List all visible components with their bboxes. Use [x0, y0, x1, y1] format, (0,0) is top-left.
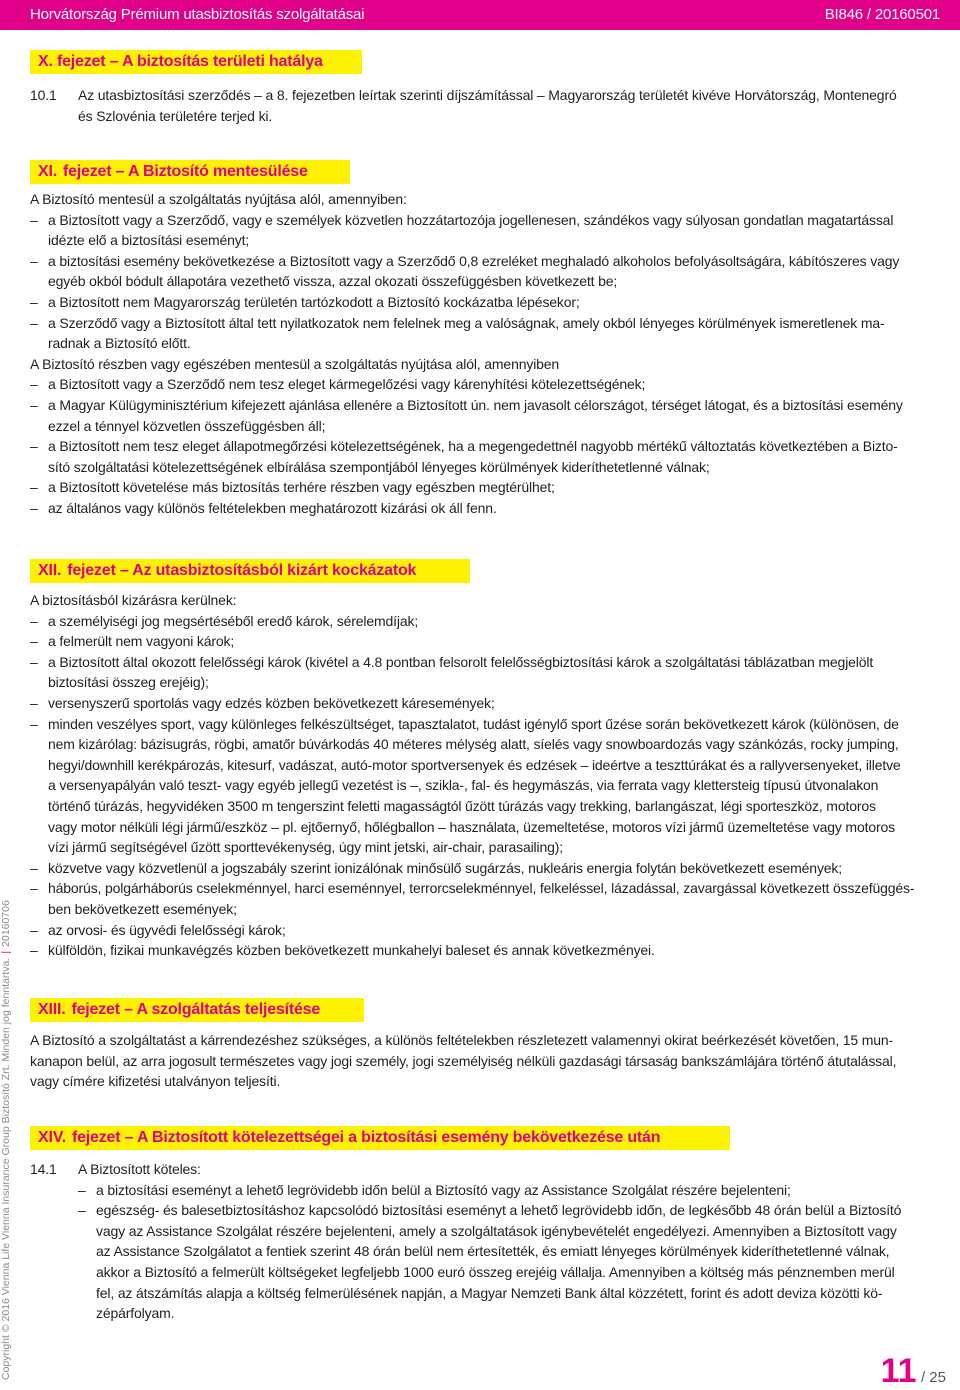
- line-text: vízi jármű segítségével űzött sporttevékenység, úgy mint jetski, air-chair, parasailing);: [48, 839, 563, 856]
- list-item: [30, 210, 945, 231]
- line-text: a Szerződő vagy a Biztosított által tett nyilatkozatok nem felelnek meg a valóságnak, amely okból lényeges körülmények ismeretlenek ma-: [48, 314, 885, 331]
- list-item: [30, 920, 945, 941]
- line-text: akkor a Biztosító a felmerült költségeket legfeljebb 1000 euró összeg erejéig vállalja. Amennyiben a költség más pénznemben merül: [96, 1263, 895, 1280]
- line-text: A Biztosító mentesül a szolgáltatás nyújtása alól, amennyiben:: [30, 191, 407, 207]
- list-item: [30, 858, 945, 879]
- section-x-num: 10.1: [30, 87, 57, 103]
- line-text: háborús, polgárháborús cselekménnyel, harci eseménnyel, terrorcselekménnyel, felkeléssel, lázadással, zavargással következett összefüggés-: [48, 880, 915, 897]
- line-text: minden veszélyes sport, vagy különleges felkészültséget, tapasztalatot, tudást igénylő sport űzése során bekövetkezett károk (különösen, de: [48, 715, 899, 732]
- line-text: a felmerült nem vagyoni károk;: [48, 633, 235, 650]
- line-text: a személyiségi jog megsértéséből eredő károk, sérelemdíjak;: [48, 612, 419, 629]
- paragraph-line: [30, 672, 945, 693]
- list-dash: –: [30, 653, 38, 670]
- list-dash: –: [78, 1181, 86, 1198]
- line-text: fel, az átszámítás alapja a költség felmerülésének napján, a Magyar Nemzeti Bank által közzétett, forint és adott deviza közötti kö-: [96, 1284, 883, 1301]
- list-dash: –: [78, 1202, 86, 1219]
- section-xiii-title: [30, 998, 364, 1022]
- list-item: [30, 652, 945, 673]
- paragraph-line: [30, 271, 945, 292]
- line-text: az orvosi- és ügyvédi felelősségi károk;: [48, 921, 286, 938]
- paragraph-line: [30, 837, 945, 858]
- paragraph-line: [78, 1221, 945, 1242]
- paragraph-line: [30, 817, 945, 838]
- line-text: a versenyapályán való teszt- vagy egyéb jellegű vezetést is –, szikla-, fal- és hegymászás, via ferrata vagy klettersteig típusú útvonalakon: [48, 777, 879, 794]
- list-dash: –: [30, 694, 38, 711]
- section-xii-num: XII.: [38, 562, 62, 579]
- line-text: a Biztosított vagy a Szerződő nem tesz eleget kármegelőzési vagy kárenyhítési kötelezettségének;: [48, 376, 646, 393]
- line-text: versenyszerű sportolás vagy edzés közben bekövetkezett káresemények;: [48, 694, 495, 711]
- line-text: ben bekövetkezett események;: [48, 900, 237, 917]
- line-text: biztosítási összeg erejéig);: [48, 674, 209, 691]
- line-text: vagy címére kifizetési utalványon teljesíti.: [30, 1073, 281, 1090]
- line-text: A Biztosított köteles:: [78, 1161, 201, 1177]
- line-text: zépárfolyam.: [96, 1305, 175, 1322]
- list-dash: –: [30, 859, 38, 876]
- line-text: a Biztosított követelése más biztosítás terhére részben vagy egészben megtérülhet;: [48, 479, 555, 496]
- line-text: a Biztosított vagy a Szerződő, vagy e személyek közvetlen hozzátartozója jogellenesen, szándékos vagy súlyosan gondatlan magatartással: [48, 211, 894, 228]
- list-item: [30, 395, 945, 416]
- line-text: idézte elő a biztosítási eseményt;: [48, 232, 250, 249]
- line-text: történő túrázás, hegyvidéken 3500 m tengerszint feletti magasságtól űzött túrázás vagy trekking, barlangászat, légi sporteszköz, motoros: [48, 797, 876, 814]
- list-item: [30, 693, 945, 714]
- list-dash: –: [30, 633, 38, 650]
- paragraph-line: [30, 354, 945, 375]
- list-dash: –: [30, 921, 38, 938]
- line-text: a Magyar Külügyminisztérium kifejezett ajánlása ellenére a Biztosított ún. nem javasolt célországot, térséget látogat, és a biztosítási esemény: [48, 396, 903, 413]
- list-dash: –: [30, 715, 38, 732]
- paragraph-line: [30, 1030, 945, 1051]
- line-text: radnak a Biztosító előtt.: [48, 335, 191, 352]
- line-text: a biztosítási esemény bekövetkezése a Biztosított vagy a Szerződő 0,8 ezreléket meghaladó alkoholos befolyásoltságára, kábítószeres vagy: [48, 252, 900, 269]
- line-text: egészség- és balesetbiztosításhoz kapcsolódó biztosítási eseményt a lehető legrövidebb időn, de legkésőbb 48 órán belül a Biztosító: [96, 1202, 902, 1219]
- paragraph-line: [78, 1241, 945, 1262]
- section-xii-body: [30, 590, 945, 961]
- paragraph-line: [30, 796, 945, 817]
- line-text: közvetve vagy közvetlenül a jogszabály szerint ionizálónak minősülő sugárzás, nukleáris energia folytán bekövetkezett események;: [48, 859, 843, 876]
- header-bar: [0, 0, 960, 30]
- section-x-line-2: és Szlovénia területére terjed ki.: [78, 107, 273, 124]
- section-x-line-1: Az utasbiztosítási szerződés – a 8. fejezetben leírtak szerinti díjszámítással – Magyarország területét kivéve Horvátország, Montenegró: [78, 87, 897, 103]
- line-text: a Biztosított nem tesz eleget állapotmegőrzési kötelezettségének, ha a megengedettnél nagyobb mértékű változtatás következtében a Bizto-: [48, 438, 898, 455]
- paragraph-line: [30, 775, 945, 796]
- list-item: [30, 714, 945, 735]
- paragraph-line: [30, 1071, 945, 1092]
- line-text: a Biztosított nem Magyarország területén tartózkodott a Biztosító kockázatba lépésekor;: [48, 293, 580, 310]
- page-number: [881, 1352, 946, 1390]
- page-total: / 25: [920, 1369, 946, 1386]
- list-item: [30, 251, 945, 272]
- section-x-title: [30, 50, 362, 74]
- paragraph-line: [78, 1303, 945, 1324]
- section-xiv-title: [30, 1126, 730, 1150]
- list-item: [78, 1200, 945, 1221]
- document-code: BI846 / 20160501: [824, 6, 940, 23]
- paragraph-line: [30, 755, 945, 776]
- section-xiv-num: XIV.: [38, 1129, 66, 1146]
- section-xiv-body: [78, 1159, 945, 1324]
- paragraph-line: [30, 899, 945, 920]
- section-xiv-title-text: fejezet – A Biztosított kötelezettségei a biztosítási esemény bekövetkezése után: [71, 1129, 661, 1146]
- list-dash: –: [30, 314, 38, 331]
- line-text: kanapon belül, az arra jogosult természetes vagy jogi személy, jogi személyiség nélküli gazdasági társaság bankszámlájára történő átutalással,: [30, 1052, 897, 1069]
- side-copyright: [0, 850, 12, 1380]
- list-dash: –: [30, 880, 38, 897]
- list-dash: –: [30, 612, 38, 629]
- paragraph-line: [30, 333, 945, 354]
- list-dash: –: [30, 438, 38, 455]
- line-text: vagy az Assistance Szolgálat részére bejelenteni, amely a szolgáltatások igénybevételét engedélyezi. Amennyiben a Biztosított vagy: [96, 1222, 897, 1239]
- line-text: egyéb okból bódult állapotára vezethető vissza, azzal okozati összefüggésben következett be;: [48, 273, 618, 290]
- paragraph-line: [78, 1283, 945, 1304]
- section-xiv-num-label: 14.1: [30, 1161, 57, 1177]
- list-dash: –: [30, 942, 38, 959]
- paragraph-line: [30, 1051, 945, 1072]
- list-item: [30, 436, 945, 457]
- section-xiii-title-text: fejezet – A szolgáltatás teljesítése: [71, 1001, 321, 1018]
- section-xi-num: XI.: [38, 163, 57, 180]
- section-xiii-body: [30, 1030, 945, 1092]
- section-xi-title-text: fejezet – A Biztosító mentesülése: [62, 163, 308, 180]
- line-text: A biztosításból kizárásra kerülnek:: [30, 592, 237, 608]
- list-item: [30, 477, 945, 498]
- list-dash: –: [30, 252, 38, 269]
- list-item: [30, 374, 945, 395]
- paragraph-line: [78, 1262, 945, 1283]
- paragraph-line: [30, 457, 945, 478]
- paragraph-line: [30, 416, 945, 437]
- list-item: [30, 611, 945, 632]
- section-xi-title: [30, 160, 350, 184]
- paragraph-line: [30, 734, 945, 755]
- list-dash: –: [30, 479, 38, 496]
- paragraph-line: [78, 1159, 945, 1180]
- line-text: hegyi/downhill kerékpározás, kitesurf, vadászat, autó-motor sportversenyek és edzések – ideértve a teszttúrákat és a rallyversenyeket, illetve: [48, 756, 901, 773]
- list-item: [30, 878, 945, 899]
- line-text: A Biztosító részben vagy egészében mentesül a szolgáltatás nyújtása alól, amennyiben: [30, 355, 560, 372]
- paragraph-line: [30, 590, 945, 611]
- paragraph-line: [30, 189, 945, 210]
- line-text: az általános vagy különös feltételekben meghatározott kizárási ok áll fenn.: [48, 499, 497, 516]
- line-text: külföldön, fizikai munkavégzés közben bekövetkezett munkahelyi baleset és annak következményei.: [48, 942, 655, 959]
- list-dash: –: [30, 211, 38, 228]
- section-x-title-text: X. fejezet – A biztosítás területi hatálya: [38, 53, 323, 70]
- list-dash: –: [30, 376, 38, 393]
- document-title: Horvátország Prémium utasbiztosítás szolgáltatásai: [30, 6, 365, 23]
- line-text: az Assistance Szolgálatot a fentiek szerint 48 órán belül nem értesítették, és emiatt lényeges körülmények kideríthetetlenné válnak,: [96, 1243, 890, 1260]
- line-text: vagy motor nélküli légi jármű/eszköz – pl. ejtőernyő, hőlégballon – használata, üzemeltetése, motoros vízi jármű üzemeltetése vagy motoros: [48, 818, 895, 835]
- line-text: a Biztosított által okozott felelősségi károk (kivétel a 4.8 pontban felsorolt felelősségbiztosítási károk a szolgáltatási táblázatban megjelölt: [48, 653, 874, 670]
- line-text: A Biztosító a szolgáltatást a kárrendezéshez szükséges, a különös feltételekben részletezett valamennyi okirat beérkezését követően, 15 mun-: [30, 1032, 894, 1048]
- line-text: ezzel a ténnyel közvetlen összefüggésben áll;: [48, 417, 326, 434]
- line-text: a biztosítási eseményt a lehető legrövidebb időn belül a Biztosító vagy az Assistance Szolgálat részére bejelenteni;: [96, 1181, 791, 1198]
- copyright-separator: |: [0, 950, 12, 954]
- section-xiii-num: XIII.: [38, 1001, 66, 1018]
- list-item: [30, 313, 945, 334]
- copyright-text: Copyright © 2016 Vienna Life Vienna Insurance Group Biztosító Zrt. Minden jog fenntartva.: [0, 957, 12, 1380]
- list-item: [78, 1180, 945, 1201]
- list-dash: –: [30, 293, 38, 310]
- list-dash: –: [30, 396, 38, 413]
- list-item: [30, 940, 945, 961]
- page-current: 11: [880, 1352, 917, 1390]
- paragraph-line: [30, 230, 945, 251]
- copyright-code: 20160706: [0, 900, 12, 947]
- section-xii-title: [30, 559, 470, 583]
- section-xi-body: [30, 189, 945, 519]
- line-text: sító szolgáltatási kötelezettségének elbírálása szempontjából lényeges körülmények kideríthetetlenné válnak;: [48, 458, 710, 475]
- list-dash: –: [30, 499, 38, 516]
- list-item: [30, 631, 945, 652]
- line-text: nem kizárólag: bázisugrás, rögbi, amatőr búvárkodás 40 méteres mélység alatt, síelés vagy snowboardozás vagy szánkózás, rocky jumping,: [48, 736, 899, 753]
- list-item: [30, 498, 945, 519]
- list-item: [30, 292, 945, 313]
- section-xii-title-text: fejezet – Az utasbiztosításból kizárt kockázatok: [67, 562, 417, 579]
